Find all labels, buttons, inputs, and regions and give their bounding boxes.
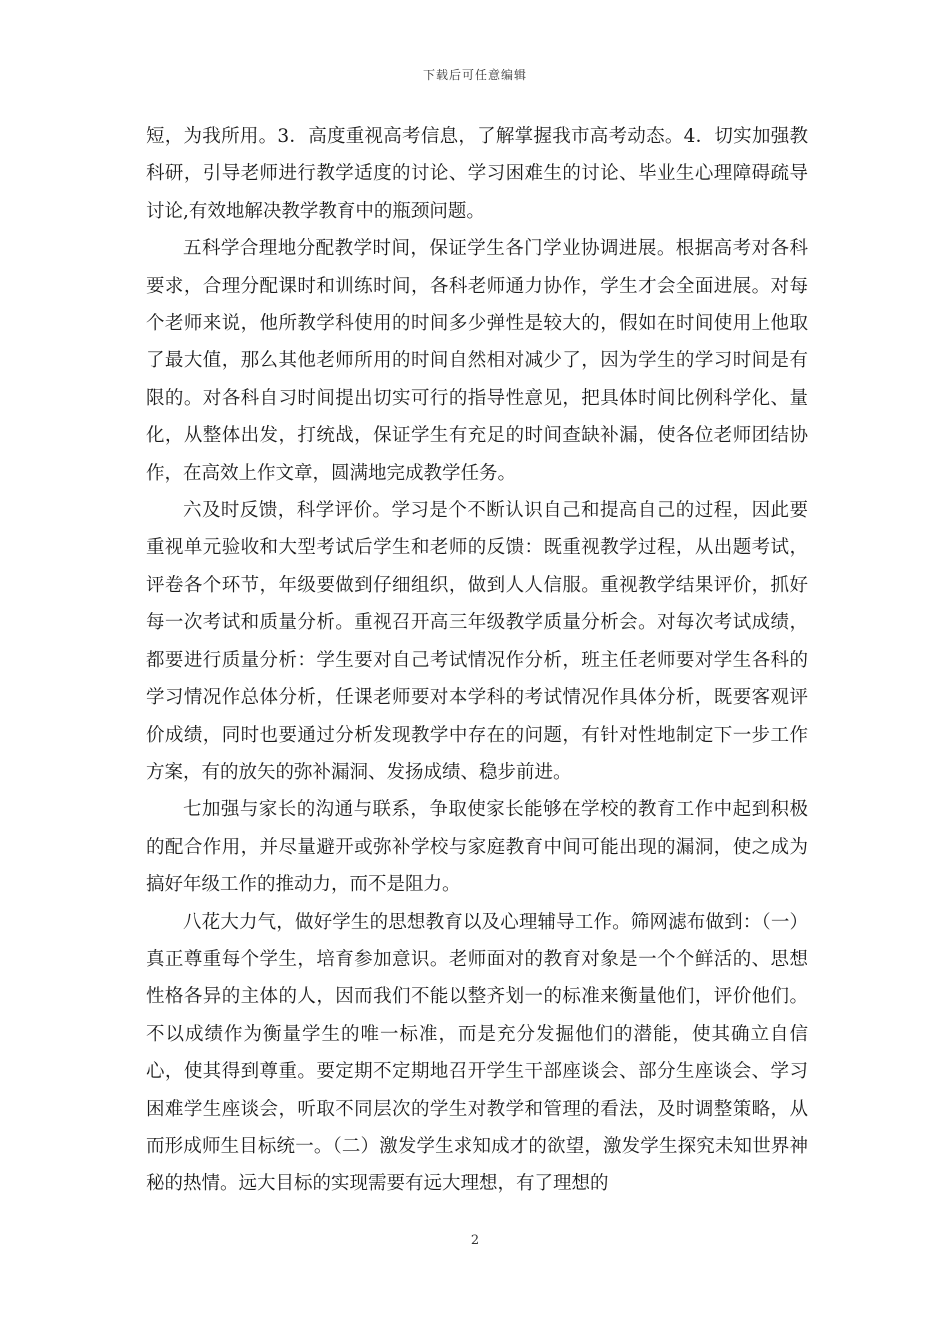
paragraph-section-7: 七加强与家长的沟通与联系，争取使家长能够在学校的教育工作中起到积极的配合作用，并尽量避开或弥补学校与家庭教育中间可能出现的漏洞，使之成为搞好年级工作的推动力，而不是阻力。 <box>146 799 808 896</box>
page-header: 下载后可任意编辑 <box>422 68 527 82</box>
paragraph-section-6: 六及时反馈，科学评价。学习是个不断认识自己和提高自己的过程，因此要重视单元验收和大型考试后学生和老师的反馈：既重视教学过程，从出题考试，评卷各个环节，年级要做到仔细组织，做到人人信服。重视教学结果评价，抓好每一次考试和质量分析。重视召开高三年级教学质量分析会。对每次考试成绩，都要进行质量分析：学生要对自己考试情况作分析，班主任老师要对学生各科的学习情况作总体分析，任课老师要对本学科的考试情况作具体分析，既要客观评价成绩，同时也要通过分析发现教学中存在的问题，有针对性地制定下一步工作方案，有的放矢的弥补漏洞、发扬成绩、稳步前进。 <box>146 500 808 783</box>
paragraph-continuation: 短，为我所用。3．高度重视高考信息，了解掌握我市高考动态。4．切实加强教科研，引导老师进行教学适度的讨论、学习困难生的讨论、毕业生心理障碍疏导讨论,有效地解决教学教育中的瓶颈问题。 <box>146 126 808 222</box>
page-number: 2 <box>470 1233 480 1248</box>
document-body <box>146 118 808 1203</box>
paragraph-section-5: 五科学合理地分配教学时间，保证学生各门学业协调进展。根据高考对各科要求，合理分配课时和训练时间，各科老师通力协作，学生才会全面进展。对每个老师来说，他所教学科使用的时间多少弹性是较大的，假如在时间使用上他取了最大值，那么其他老师所用的时间自然相对减少了，因为学生的学习时间是有限的。对各科自习时间提出切实可行的指导性意见，把具体时间比例科学化、量化，从整体出发，打统战，保证学生有充足的时间查缺补漏，使各位老师团结协作，在高效上作文章，圆满地完成教学任务。 <box>146 238 808 484</box>
paragraph-section-8: 八花大力气，做好学生的思想教育以及心理辅导工作。筛网滤布做到：（一）真正尊重每个学生，培育参加意识。老师面对的教育对象是一个个鲜活的、思想性格各异的主体的人，因而我们不能以整齐划一的标准来衡量他们，评价他们。不以成绩作为衡量学生的唯一标准，而是充分发掘他们的潜能，使其确立自信心，使其得到尊重。要定期不定期地召开学生干部座谈会、部分生座谈会、学习困难学生座谈会，听取不同层次的学生对教学和管理的看法，及时调整策略，从而形成师生目标统一。（二）激发学生求知成才的欲望，激发学生探究未知世界神秘的热情。远大目标的实现需要有远大理想，有了理想的 <box>146 911 808 1195</box>
